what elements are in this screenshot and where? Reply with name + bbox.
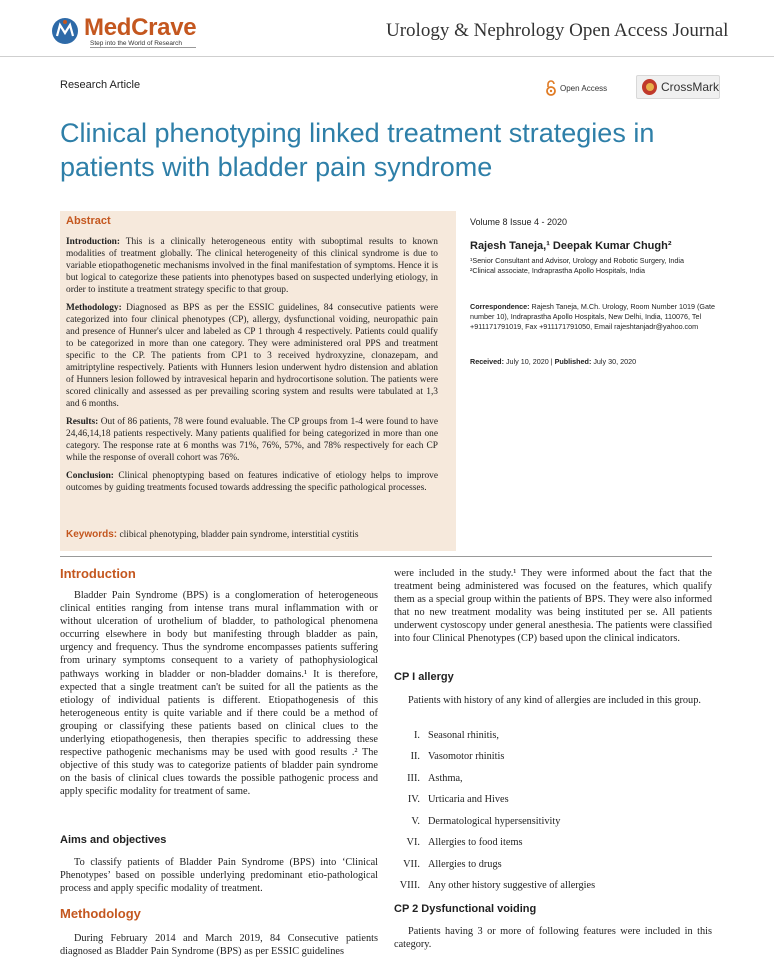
dates [470,357,730,366]
logo-underline [90,47,196,48]
list-item-number: III. [407,773,420,784]
article-type: Research Article [60,79,141,91]
abstract-introduction [66,236,438,296]
abstract-method-label: Methodology: [66,303,122,313]
list-item [394,730,712,741]
published-date: July 30, 2020 [591,357,637,366]
abstract-intro-text: This is a clinically heterogeneous entity with suboptimal results to known modalities of treatment globally. The clinical heterogeneity of this clinical syndrome is due to variable etiopathogenetic mechanisms involved in the final manifestation of symptoms. Hence it is but logical to categorize these patients into phenotypes based on suspected underlying etiology, in order to institute a treatment strategy specific to that group. [66,237,438,295]
introduction-heading: Introduction [60,566,136,581]
cp1-text: Patients with history of any kind of allergies are included in this group. [408,695,701,706]
introduction-text: Bladder Pain Syndrome (BPS) is a conglomeration of heterogeneous clinical entities ranging from intense trans mural inflammation with or without ulceration of urothelium of bladder, to pathological phenomena occurring elsewhere in body but manifesting through bladder as pain, urgency and frequency. Thus the syndrome encompasses patients suffering from urinary symptoms consequent to a variety of pathophysiological pathways working in bladder or non-bladder domains.¹ It is therefore, expected that a single treatment can't be suited for all the patients as the etiology of individual patients is different. Etiopathogenesis of this heterogeneous entity is quite variable and if there could be a method of grouping or classifying these patients based on clinical clues to the underlying etiopathogenesis, then therapies specific to addressing these respective pathogenic mechanisms may be used with good results .² The objective of this study was to categorize patients of bladder pain syndrome on the basis of clinical clues towards the possible pathogenic process and apply specific modality for treatment of same. [60,590,378,798]
open-access-icon [545,80,557,96]
right-column-text: were included in the study.¹ They were informed about the fact that the treatment being administered was focused on the features, which qualify them as a special group within the patients of BPS. They were also informed that no new treatment modality was being instituted per se. All patients underwent cystoscopy under general anesthesia. The patients were classified into four Clinical Phenotypes (CP) based upon the clinical indicators. [394,568,712,645]
received-date: July 10, 2020 | [503,357,555,366]
abstract-intro-label: Introduction: [66,237,121,247]
list-item-number: VI. [406,837,420,848]
methodology-text: During February 2014 and March 2019, 84 Consecutive patients diagnosed as Bladder Pain Syndrome (BPS) as per ESSIC guidelines [60,933,378,958]
list-item-text: Dermatological hypersensitivity [428,816,561,827]
abstract-conclusion-text: Clinical phenoptyping based on features indicative of etiology helps to improve outcomes by guiding treatments focused towards addressing the specific pathological processes. [66,471,438,493]
affiliation-2: ²Clinical associate, Indraprastha Apollo Hospitals, India [470,266,645,275]
journal-name: Urology & Nephrology Open Access Journal [386,20,729,41]
list-item [394,773,712,784]
list-item-number: V. [411,816,420,827]
cp2-text: Patients having 3 or more of following features were included in this category. [394,926,712,951]
abstract-results [66,416,438,464]
authors: Rajesh Taneja,¹ Deepak Kumar Chugh² [470,240,672,252]
abstract-methodology [66,302,438,410]
abstract-results-text: Out of 86 patients, 78 were found evaluable. The CP groups from 1-4 were found to have 24,46,14,18 patients respectively. Many patients qualified for being categorized in more than one category. The response rate at 6 months was 71%, 76%, 57%, and 78% respectively for each CP while the response of overall cohort was 76%. [66,417,438,463]
list-item-number: VIII. [399,880,420,891]
affiliations [470,256,730,276]
cp2-heading: CP 2 Dysfunctional voiding [394,903,537,915]
list-item-text: Allergies to drugs [428,859,502,870]
aims-heading: Aims and objectives [60,834,167,846]
list-item-number: II. [410,751,420,762]
list-item [394,794,712,805]
crossmark-label: CrossMark [660,80,719,94]
aims-text: To classify patients of Bladder Pain Syndrome (BPS) into ‘Clinical Phenotypes’ based on possible underlying predominant etio-pathological process and apply specific modality of treatment. [60,857,378,895]
cp2-paragraph [394,925,712,951]
abstract-results-label: Results: [66,417,99,427]
abstract-box [60,211,456,551]
keywords-label: Keywords: [66,529,118,540]
keywords-text: clibical phenotyping, bladder pain syndrome, interstitial cystitis [117,530,359,540]
methodology-paragraph [60,932,378,958]
list-item-text: Any other history suggestive of allergies [428,880,596,891]
list-item-text: Vasomotor rhinitis [428,751,505,762]
abstract-heading: Abstract [66,215,111,227]
header-divider [0,56,774,57]
affiliation-1: ¹Senior Consultant and Advisor, Urology and Robotic Surgery, India [470,256,685,265]
list-item-text: Allergies to food items [428,837,523,848]
published-label: Published: [554,357,592,366]
list-item [394,816,712,827]
abstract-conclusion-label: Conclusion: [66,471,114,481]
list-item-text: Urticaria and Hives [428,794,509,805]
logo-tagline: Step into the World of Research [90,40,183,47]
list-item [394,751,712,762]
open-access-label: Open Access [560,83,608,93]
section-divider [60,556,712,557]
cp1-heading: CP I allergy [394,671,454,683]
aims-paragraph [60,856,378,895]
crossmark-button[interactable] [636,75,720,99]
open-access-badge [545,80,607,96]
article-title: Clinical phenotyping linked treatment strategies in patients with bladder pain syndrome [60,118,655,182]
cp1-paragraph [394,694,712,707]
abstract-conclusion [66,470,438,494]
list-item [394,859,712,870]
list-item-text: Asthma, [428,773,463,784]
introduction-paragraph [60,589,378,799]
correspondence [470,302,730,332]
list-item-number: I. [413,730,420,741]
list-item-number: IV. [407,794,420,805]
list-item [394,837,712,848]
correspondence-text: Rajesh Taneja, M.Ch. Urology, Room Number 1019 (Gate number 10), Indraprastha Apollo Hospitals, New Delhi, India, 110076, Tel +911171791019, Fax +911171791050, Email rajeshtanjadr@yahoo.com [470,302,716,331]
logo-text: MedCrave [84,14,197,41]
list-item [394,880,712,891]
crossmark-icon [642,79,657,95]
medcrave-logo-icon [50,16,80,46]
abstract-body [66,236,438,500]
list-item-text: Seasonal rhinitis, [428,730,499,741]
correspondence-label: Correspondence: [470,302,530,311]
volume-issue: Volume 8 Issue 4 - 2020 [470,217,568,227]
list-item-number: VII. [403,859,420,870]
methodology-heading: Methodology [60,906,141,921]
keywords [66,529,358,540]
right-column-paragraph [394,567,712,646]
abstract-method-text: Diagnosed as BPS as per the ESSIC guidelines, 84 consecutive patients were categorized into four clinical phenotypes (CP), allergy, dysfunctional voiding, neuropathic pain and presence of Hunner's ulcer and labeled as CP 1 through 4 respectively. Patients could qualify to be categorized in more than one category. They were administered oral PPS and treatment specific to the CP. The patients from CP1 to 3 received hydroxyzine, clonazepam, and amitriptyline respectively. Patients with Hunners lesion underwent hydro distension and ablation of Hunners lesion followed by intravesical heparin and hydrocortisone solution. The patients were scored clinically and assessed as per prevailing scoring system and results were tabulated at 1,3 and 6 months. [66,303,438,409]
received-label: Received: [470,357,504,366]
